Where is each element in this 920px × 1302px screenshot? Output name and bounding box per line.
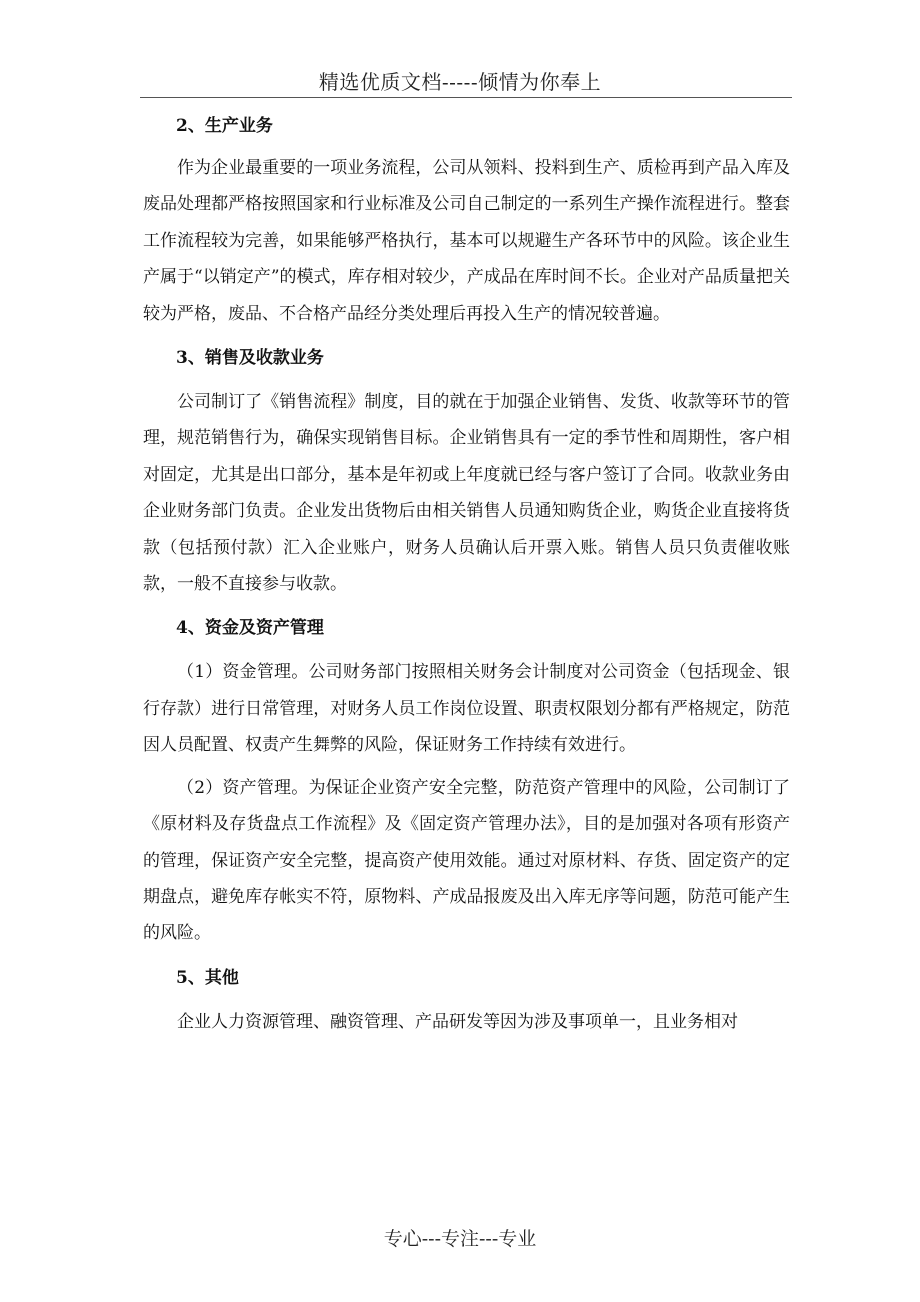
document-body [143,106,790,1046]
section-paragraph: 企业人力资源管理、融资管理、产品研发等因为涉及事项单一，且业务相对 [177,1011,738,1032]
section-paragraph: （1）资金管理。公司财务部门按照相关财务会计制度对公司资金（包括现金、银行存款）进行日常管理，对财务人员工作岗位设置、职责权限划分都有严格规定，防范因人员配置、权责产生舞弊的风险，保证财务工作持续有效进行。 [143,662,790,756]
section-heading-sales: 3、销售及收款业务 [176,348,324,369]
section-paragraph: （2）资产管理。为保证企业资产安全完整，防范资产管理中的风险，公司制订了《原材料及存货盘点工作流程》及《固定资产管理办法》，目的是加强对各项有形资产的管理，保证资产安全完整，提高资产使用效能。通过对原材料、存货、固定资产的定期盘点，避免库存帐实不符，原物料、产成品报废及出入库无序等问题，防范可能产生的风险。 [143,777,790,944]
header-divider [140,97,792,98]
page-footer: 专心---专注---专业 [383,1228,537,1250]
section-heading-other: 5、其他 [176,967,239,988]
section-heading-assets: 4、资金及资产管理 [176,618,324,639]
section-paragraph: 公司制订了《销售流程》制度，目的就在于加强企业销售、发货、收款等环节的管理，规范销售行为，确保实现销售目标。企业销售具有一定的季节性和周期性，客户相对固定，尤其是出口部分，基本是年初或上年度就已经与客户签订了合同。收款业务由企业财务部门负责。企业发出货物后由相关销售人员通知购货企业，购货企业直接将货款（包括预付款）汇入企业账户，财务人员确认后开票入账。销售人员只负责催收账款，一般不直接参与收款。 [143,392,790,595]
section-heading-production: 2、生产业务 [176,116,273,136]
page-header-title: 精选优质文档-----倾情为你奉上 [318,70,602,94]
section-paragraph: 作为企业最重要的一项业务流程，公司从领料、投料到生产、质检再到产品入库及废品处理都严格按照国家和行业标准及公司自己制定的一系列生产操作流程进行。整套工作流程较为完善，如果能够严格执行，基本可以规避生产各环节中的风险。该企业生产属于“以销定产”的模式，库存相对较少，产成品在库时间不长。企业对产品质量把关较为严格，废品、不合格产品经分类处理后再投入生产的情况较普遍。 [143,158,790,324]
